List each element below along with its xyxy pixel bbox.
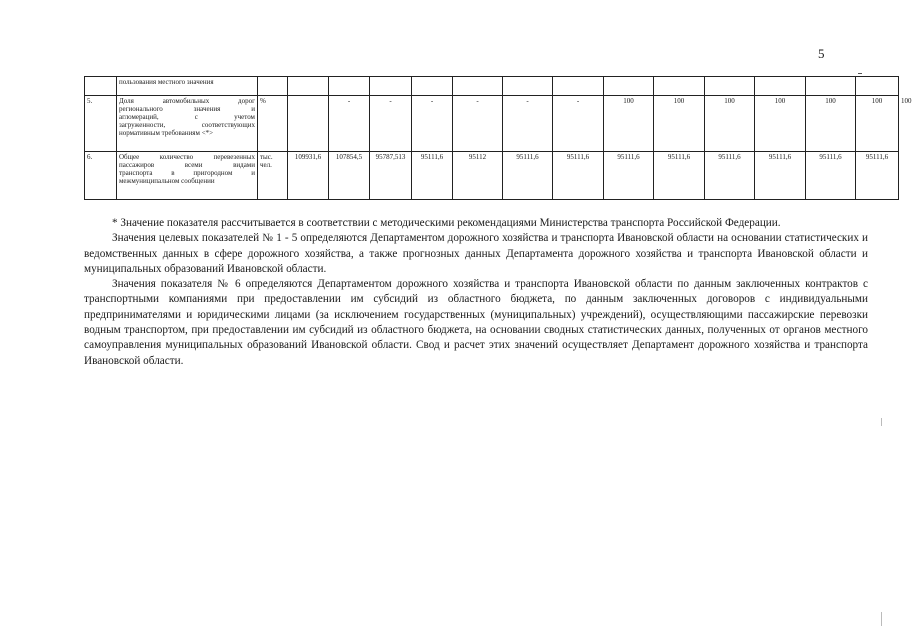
row-number-cell [85, 77, 117, 96]
value-cell: 95111,6 [503, 152, 553, 200]
value-cell: 95112 [453, 152, 503, 200]
value-cell: 100 [654, 96, 705, 152]
table-row: 5. Доля автомобильных дорог регионального значения и агломераций, с учетом загруженности, соответствующих нормативным требованиям <*> % - - - - - - 100 100 100 100 100 100 100 [85, 96, 899, 152]
value-cell: 95111,6 [856, 152, 899, 200]
value-cell: - [370, 96, 412, 152]
value-cell: 95111,6 [412, 152, 453, 200]
value-cell: 95111,6 [654, 152, 705, 200]
indicator-name-cell [117, 77, 258, 96]
value-cell: 100 [856, 96, 899, 152]
note-paragraph-indicators-1-5: Значения целевых показателей № 1 - 5 определяются Департаментом дорожного хозяйства и транспорта Ивановской области на основании статистических и ведомственных данных в сфере дорожного хозяйства, а также прогнозных данных Департамента дорожного хозяйства и транспорта Ивановской области и муниципальных образований Ивановской области. [84, 232, 868, 275]
value-cell: 100 [755, 96, 806, 152]
scan-edge-mark [881, 612, 882, 626]
value-cell: 100 [604, 96, 654, 152]
value-cell: 107854,5 [329, 152, 370, 200]
value-cell: - [412, 96, 453, 152]
unit-cell: % [258, 96, 288, 152]
unit-cell: тыс. чел. [258, 152, 288, 200]
value-cell: - [453, 96, 503, 152]
value-cell: - [553, 96, 604, 152]
table-row [85, 77, 899, 96]
page-number: 5 [818, 46, 825, 61]
value-cell: 95111,6 [553, 152, 604, 200]
row-number-cell: 6. [85, 152, 117, 200]
value-cell: - [329, 96, 370, 152]
table-row [85, 152, 899, 200]
indicator-name-cell: Доля автомобильных дорог регионального значения и агломераций, с учетом загруженности, соответствующих нормативным требованиям <*> [117, 96, 258, 152]
value-cell: 95787,513 [370, 152, 412, 200]
indicator-name-text: пользования местного значения [119, 78, 214, 86]
value-cell: 95111,6 [705, 152, 755, 200]
indicators-table [84, 76, 912, 200]
value-cell: - [503, 96, 553, 152]
note-paragraph-indicator-6: Значения показателя № 6 определяются Департаментом дорожного хозяйства и транспорта Ивановской области по данным заключенных контрактов с транспортными компаниями при предоставлении им субсидий из областного бюджета, по данным заключенных договоров с индивидуальными предпринимателями и юридическими лицами (за исключением государственных (муниципальных) учреждений), осуществляющими пассажирские перевозки водным транспортом, при предоставлении им субсидий из областного бюджета, на основании сводных статистических данных, полученных от органов местного самоуправления муниципальных образований Ивановской области. Свод и расчет этих значений осуществляет Департамент дорожного хозяйства и транспорта Ивановской области. [84, 278, 868, 367]
value-cell: 95111,6 [806, 152, 856, 200]
value-cell: 95111,6 [604, 152, 654, 200]
value-cell: 109931,6 [288, 152, 329, 200]
notes-section [84, 216, 868, 369]
value-cell: 95111,6 [755, 152, 806, 200]
value-cell: 100 [806, 96, 856, 152]
value-cell: 100 [705, 96, 755, 152]
indicator-name-cell: Общее количество перевезенных пассажиров всеми видами транспорта в пригородном и межмуниципальном сообщении [117, 152, 258, 200]
footnote-paragraph: * Значение показателя рассчитывается в соответствии с методическими рекомендациями Министерства транспорта Российской Федерации. [112, 217, 781, 229]
row-number-cell: 5. [85, 96, 117, 152]
scan-edge-mark [881, 418, 882, 426]
